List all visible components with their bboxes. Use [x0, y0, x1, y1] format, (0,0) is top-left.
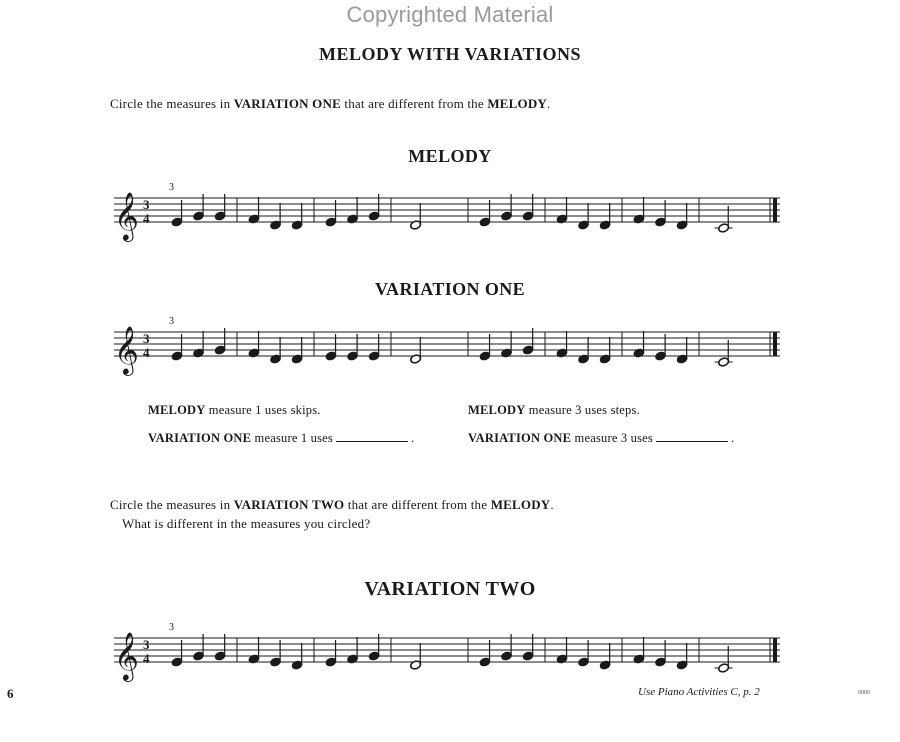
q-v3-period: .	[731, 431, 735, 445]
instr2-bold-a: VARIATION TWO	[233, 497, 345, 512]
triplet-mark: 3	[169, 316, 174, 327]
q-m3-bold: MELODY	[468, 403, 526, 417]
instr1-text-c: .	[547, 96, 551, 111]
final-barline	[773, 638, 777, 662]
variation-one-staff	[112, 306, 788, 386]
variation-two-staff	[112, 612, 788, 692]
time-signature-top: 3	[143, 197, 150, 212]
time-signature-bottom: 4	[143, 345, 150, 360]
instruction-variation-one	[110, 96, 550, 112]
catalog-code: 0000	[858, 690, 870, 696]
instr1-text-b: that are different from the	[340, 96, 488, 111]
q-v3-bold: VARIATION ONE	[468, 431, 572, 445]
answer-blank-m1[interactable]	[336, 431, 408, 442]
footer-reference: Use Piano Activities C, p. 2	[638, 686, 760, 698]
question-variation-one-m3	[468, 431, 734, 446]
instruction-variation-two	[110, 497, 554, 513]
final-barline	[773, 198, 777, 222]
instr1-bold-b: MELODY	[487, 96, 548, 111]
melody-staff	[112, 172, 788, 252]
page-number: 6	[7, 686, 14, 701]
q-v1-bold: VARIATION ONE	[148, 431, 252, 445]
instr1-bold-a: VARIATION ONE	[233, 96, 341, 111]
triplet-mark: 3	[169, 622, 174, 633]
answer-blank-m3[interactable]	[656, 431, 728, 442]
final-barline	[773, 332, 777, 356]
instr1-text-a: Circle the measures in	[110, 96, 234, 111]
time-signature-top: 3	[143, 637, 150, 652]
treble-clef-icon: 𝄞	[114, 191, 139, 240]
q-m1-bold: MELODY	[148, 403, 206, 417]
time-signature-bottom: 4	[143, 211, 150, 226]
q-m1-text: measure 1 uses skips.	[205, 403, 321, 417]
question-variation-one-m1	[148, 431, 414, 446]
q-v1-text: measure 1 uses	[251, 431, 333, 445]
instr2-text-c: .	[550, 497, 554, 512]
instr2-text-b: that are different from the	[344, 497, 491, 512]
time-signature-bottom: 4	[143, 651, 150, 666]
treble-clef-icon: 𝄞	[114, 631, 139, 680]
variation-one-title: VARIATION ONE	[374, 279, 526, 299]
question-melody-m1	[148, 403, 321, 418]
instr2-bold-b: MELODY	[490, 497, 551, 512]
question-melody-m3	[468, 403, 640, 418]
triplet-mark: 3	[169, 182, 174, 193]
q-m3-text: measure 3 uses steps.	[525, 403, 640, 417]
q-v3-text: measure 3 uses	[571, 431, 653, 445]
treble-clef-icon: 𝄞	[114, 325, 139, 374]
time-signature-top: 3	[143, 331, 150, 346]
copyright-watermark: Copyrighted Material	[346, 2, 554, 27]
instr2-text-a: Circle the measures in	[110, 497, 234, 512]
variation-two-title: VARIATION TWO	[364, 578, 536, 600]
melody-title: MELODY	[408, 146, 492, 166]
page-title: MELODY WITH VARIATIONS	[318, 44, 582, 64]
q-v1-period: .	[411, 431, 415, 445]
instruction-variation-two-question: What is different in the measures you circled?	[122, 516, 371, 531]
